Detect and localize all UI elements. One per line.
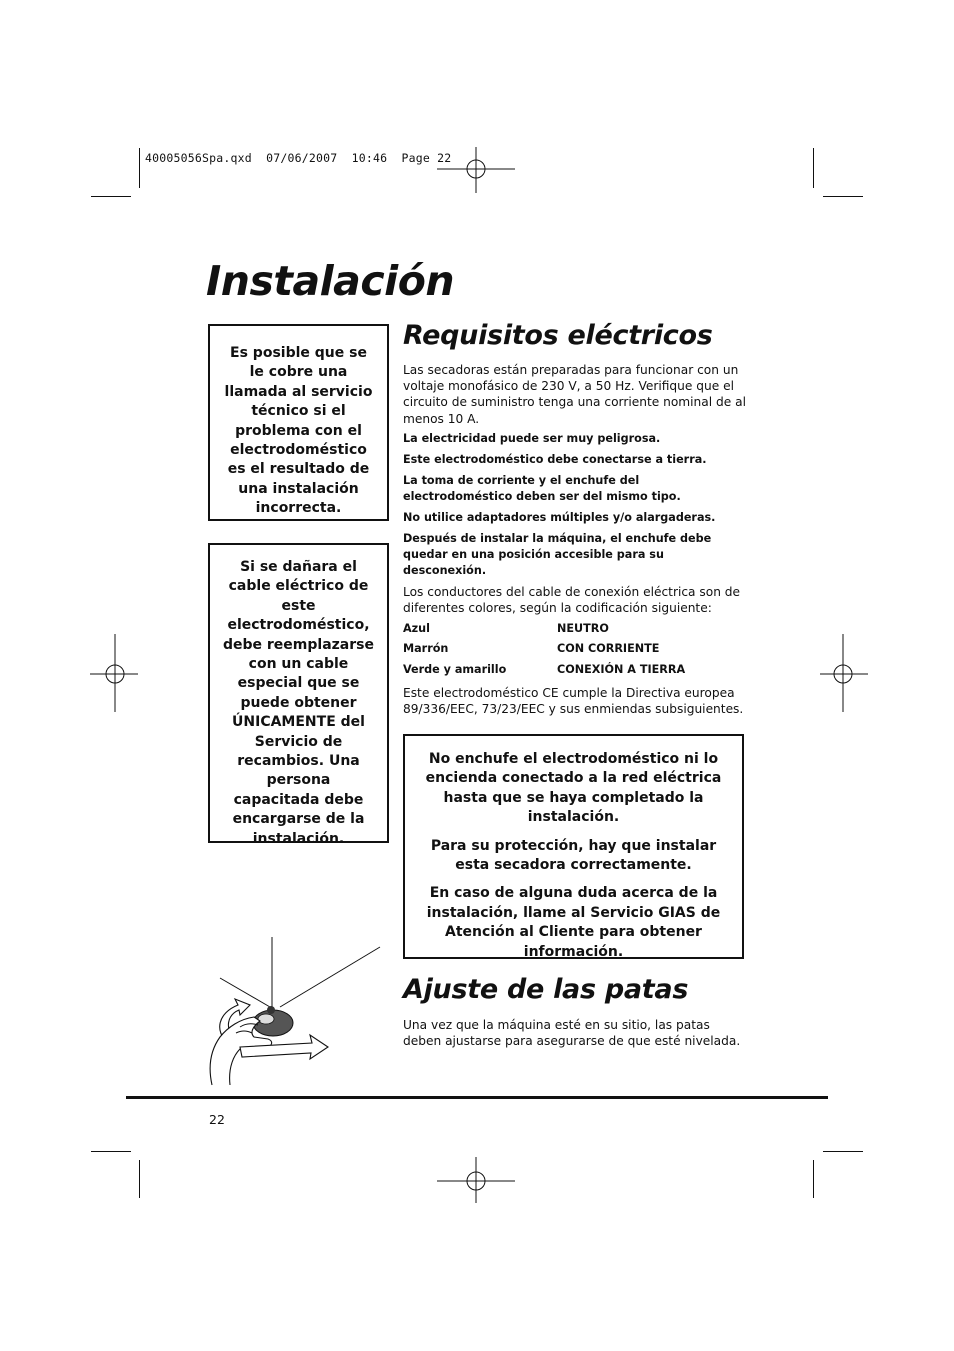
warning-box-text: En caso de alguna duda acerca de la instalación, llame al Servicio GIAS de Atención al Cliente para obtener información. [426, 885, 721, 960]
warning-line: La electricidad puede ser muy peligrosa. [403, 432, 661, 446]
conductors-intro: Los conductores del cable de conexión eléctrica son de diferentes colores, según la codificación siguiente: [403, 585, 741, 616]
info-box-text: Es posible que se le cobre una llamada al servicio técnico si el problema con el electrodoméstico es el resultado de una instalación incorrecta. [224, 345, 373, 517]
wire-color: Verde y amarillo [403, 662, 507, 676]
wire-color-table [403, 621, 685, 682]
table-row [403, 641, 685, 661]
compliance-paragraph: Este electrodoméstico CE cumple la Directiva europea 89/336/EEC, 73/23/EEC y sus enmiendas subsiguientes. [403, 686, 744, 717]
wire-meaning: CONEXIÓN A TIERRA [557, 662, 686, 676]
page-title: Instalación [206, 257, 455, 305]
warning-line: Después de instalar la máquina, el enchufe debe quedar en una posición accesible para su desconexión. [403, 531, 712, 578]
intro-paragraph: Las secadoras están preparadas para funcionar con un voltaje monofásico de 230 V, a 50 Hz. Verifique que el circuito de suministro tenga una corriente nominal de al menos 10 A. [403, 363, 746, 426]
warning-line: La toma de corriente y el enchufe del electrodoméstico deben ser del mismo tipo. [403, 474, 681, 504]
table-row [403, 662, 685, 682]
electrical-requirements-text [403, 362, 749, 722]
warning-line: Este electrodoméstico debe conectarse a tierra. [403, 453, 707, 467]
wire-meaning: CON CORRIENTE [557, 642, 660, 656]
registration-mark-left-icon [90, 634, 140, 714]
section-heading-electrical: Requisitos eléctricos [403, 320, 713, 351]
page-number: 22 [209, 1112, 225, 1127]
warning-line: No utilice adaptadores múltiples y/o alargaderas. [403, 511, 716, 524]
info-box-text: Si se dañara el cable eléctrico de este electrodoméstico, debe reemplazarse con un cable especial que se puede obtener ÚNICAMENTE del Servicio de recambios. Una persona capacitada debe encargarse de la instalación. [223, 559, 374, 847]
print-slug: 40005056Spa.qxd 07/06/2007 10:46 Page 22 [145, 151, 452, 165]
wire-color: Azul [403, 622, 430, 635]
wire-color: Marrón [403, 642, 449, 656]
info-box-service-call [208, 324, 389, 521]
footer-rule [126, 1096, 828, 1099]
table-row [403, 621, 685, 641]
registration-mark-bottom-icon [437, 1155, 517, 1205]
warning-box [403, 734, 744, 959]
warning-box-text: No enchufe el electrodoméstico ni lo encienda conectado a la red eléctrica hasta que se haya completado la instalación. [425, 751, 722, 826]
section-heading-feet: Ajuste de las patas [403, 974, 689, 1005]
registration-mark-right-icon [818, 634, 868, 714]
wire-meaning: NEUTRO [557, 622, 609, 635]
warning-box-text: Para su protección, hay que instalar esta secadora correctamente. [430, 837, 717, 874]
registration-mark-top-icon [437, 147, 517, 197]
feet-adjustment-text: Una vez que la máquina esté en su sitio, las patas deben ajustarse para asegurarse de que esté nivelada. [403, 1018, 741, 1049]
info-box-cable-replacement [208, 543, 389, 847]
foot-adjustment-illustration [200, 935, 385, 1090]
